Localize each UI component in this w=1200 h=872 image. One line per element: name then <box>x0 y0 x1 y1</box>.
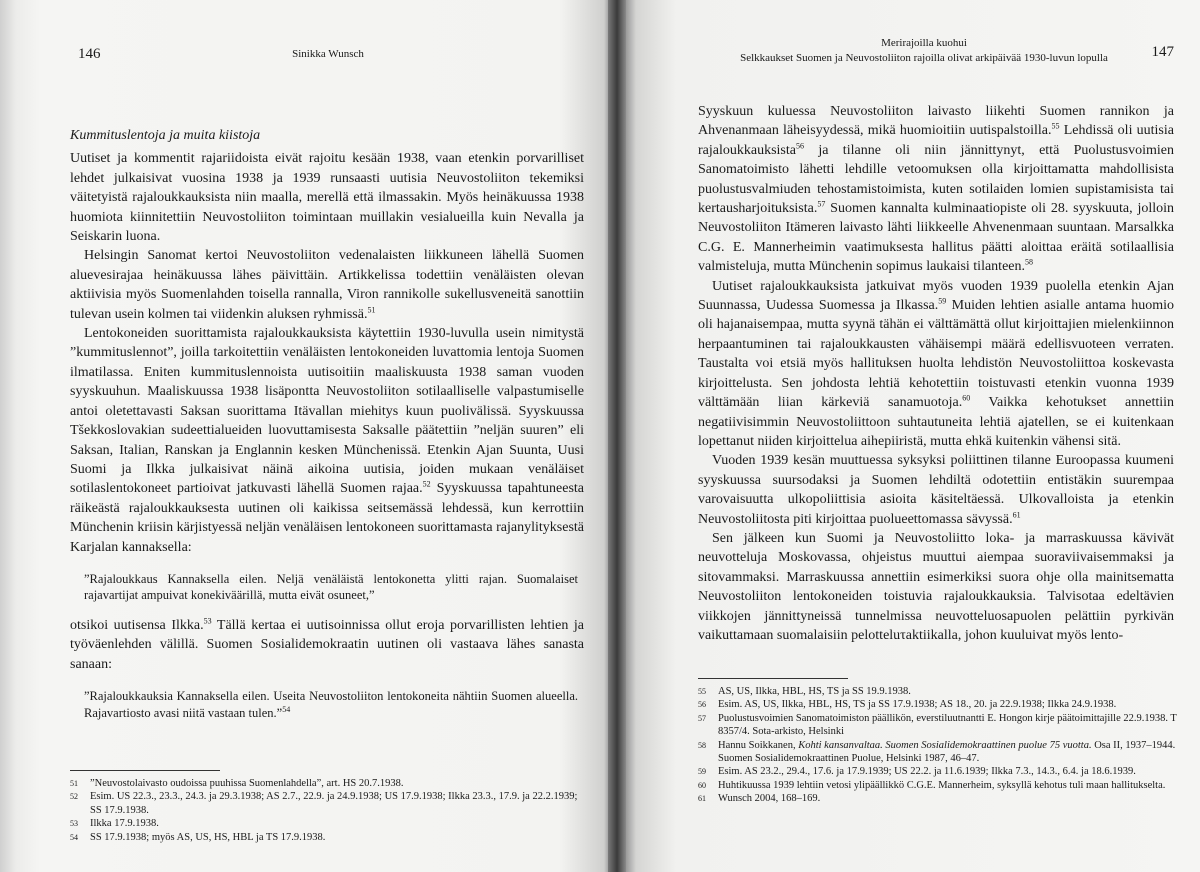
footnote-ref-58[interactable]: 58 <box>1025 257 1033 267</box>
paragraph-8: Sen jälkeen kun Suomi ja Neuvostoliitto loka- ja marraskuussa kävivät neuvotteluja Moskovassa, ohjeistus muuttui aiempaa suoraviivaisemmaksi ja sitovammaksi. Marraskuussa annettiin esimerkiksi suora ohje olla mainitsematta Neuvostoliiton lentokoneiden toistuvia rajaloukkauksia. Talvisotaa edeltävien viikkojen jännittyneissä tunnelmissa neuvotteluosapuolen pelättiin pyrkivän vaikuttamaan suomalaisiin pelotteluτaktiikalla, johon kuuluivat myös lento- <box>698 530 1174 643</box>
paragraph-6: Uutiset rajaloukkauksista jatkuivat myös vuoden 1939 puolella etenkin Ajan Suunnassa, Uudessa Suomessa ja Ilkassa.$^{59}$ Muiden lehtien asialle antama huomio oli hajanaisempaa, mutta syynä tähän ei välttämättä ollut kirjoittajien mielenkiinnon herpaantuminen tai rajaloukkausten vähäisempi määrä edellisvuoteen verraten. Taustalta voi etsiä myös hallituksen huolta lehdistön Neuvostoliittoa koskevasta kirjoittelusta. Sen johdosta lehtiä kehotettiin toistuvasti etenkin vuonna 1939 välttämään liian kärkeviä sanamuotoja.$^{60}$ Vaikka kehotukset annettiin negatiivisimmin Neuvostoliittoon suhtautuneita lehtiä ajatellen, se ei kuitenkaan lopettanut niiden kirjoittelua aihepiiristä, mutta ehkä kuitenkin vähensi sitä. <box>698 278 1175 449</box>
running-head-left: Sinikka Wunsch <box>292 48 364 60</box>
paragraph-1: Uutiset ja kommentit rajariidoista eivät rajoitu kesään 1938, vaan etenkin porvarilliset lehdet julkaisivat vuosina 1938 ja 1939 runsaasti uutisia Neuvostoliiton tekemiksi väitetyistä rajaloukkauksista niin maalla, merellä että ilmassakin. Myös heinäkuussa 1938 huomiota kiinnitettiin Neuvostoliiton toimintaan muillakin vesialueilla kuin Nevalla ja Seiskarin luona. <box>70 151 584 245</box>
footnote-ref-61[interactable]: 61 <box>1012 509 1021 519</box>
left-page-header <box>70 44 586 78</box>
footnote-60: 60 Huhtikuussa 1939 lehtiin vetosi ylipäällikkö C.G.E. Mannerheim, syksyllä kehotus tuli maan hallitukselta. <box>698 779 1166 791</box>
page-number-right: 147 <box>1151 44 1174 60</box>
footnote-53: 53 Ilkka 17.9.1938. <box>70 818 159 830</box>
footnote-ref-52[interactable]: 52 <box>422 479 431 489</box>
book-gutter <box>608 0 626 872</box>
page-number-left: 146 <box>78 46 101 62</box>
right-page-body <box>698 102 1174 645</box>
footnote-ref-51[interactable]: 51 <box>367 305 376 314</box>
footnote-59: 59 Esim. AS 23.2., 29.4., 17.6. ja 17.9.1939; US 22.2. ja 11.6.1939; Ilkka 7.3., 14.3., 6.4. ja 18.6.1939. <box>698 766 1136 778</box>
paragraph-5: Syyskuun kuluessa Neuvostoliiton laivasto liikehti Suomen rannikon ja Ahvenanmaan läheisyydessä, mikä huomioitiin uutispalstoilla.$^{55}$ Lehdissä oli uutisia rajaloukkauksista$^{56}$ ja tilanne oli niin jännittynyt, että Puolustusvoimien Sanomatoimisto lähetti lehdille vetoomuksen olla kirjoittamatta mahdollisista puolustusvalmiuden tehostamistoimista, kuten sotilaiden lomien supistamisista tai kertausharjoituksista.$^{57}$ Suomen kannalta kulminaatiopiste oli 28. syyskuuta, jolloin Neuvostoliiton Itämeren laivasto lähti liikkeelle Ahvenenmaan suuntaan. Marsalkka C.G. E. Mannerheimin vaatimuksesta hallitus päätti aloittaa eräitä sotilaallisia valmisteluja, mutta Münchenin sopimus laukaisi tilanteen.$^{58}$ <box>698 104 1174 275</box>
footnote-52: 52 Esim. US 22.3., 23.3., 24.3. ja 29.3.1938; AS 2.7., 22.9. ja 24.9.1938; US 17.9.1938; Ilkka 23.3., 17.9. ja 22.2.1939; SS 17.9.1938. <box>70 791 578 816</box>
footnote-51: 51 ”Neuvostolaivasto oudoissa puuhissa Suomenlahdella”, art. HS 20.7.1938. <box>70 778 404 789</box>
running-head-right <box>698 36 1150 66</box>
footnote-54: 54 SS 17.9.1938; myös AS, US, HS, HBL ja TS 17.9.1938. <box>70 831 326 843</box>
footnote-ref-57[interactable]: 57 <box>817 199 826 209</box>
left-page-body <box>70 126 584 721</box>
paragraph-2: Helsingin Sanomat kertoi Neuvostoliiton vedenalaisten liikkuneen lähellä Suomen aluevesirajaa heinäkuussa lähes päivittäin. Artikkelissa todettiin venäläisten olevan aktiivisia myös Suomenlahden toisella rannalla, Viron rannikolle sukellusveneitä sanottiin tulevan usein kolmen tai viidenkin aluksen ryhmissä.$^{51}$ <box>70 248 584 322</box>
section-title: Kummituslentoja ja muita kiistoja <box>70 128 261 143</box>
left-footnotes <box>70 770 590 844</box>
footnote-56: 56 Esim. AS, US, Ilkka, HBL, HS, TS ja SS 17.9.1938; AS 18., 20. ja 22.9.1938; Ilkka 24.9.1938. <box>698 699 1117 711</box>
block-quote-1: ”Rajaloukkaus Kannaksella eilen. Neljä venäläistä lentokonetta ylitti rajan. Suomalaiset rajavartijat ampuivat konekiväärillä, mutta eivät osuneet,” <box>84 571 578 603</box>
footnote-ref-55[interactable]: 55 <box>1051 121 1060 131</box>
running-head-chapter: Merirajoilla kuohui <box>881 37 967 49</box>
paragraph-7: Vuoden 1939 kesän muuttuessa syksyksi poliittinen tilanne Euroopassa kuumeni syyskuussa suursodaksi ja Suomen lehdiltä odotettiin entistäkin suurempaa varovaisuutta ulkopoliittisia asioita käsiteltäessä. Ulkovalloista ja etenkin Neuvostoliitosta piti kirjoittaa puolueettomassa sävyssä.$^{61}$ <box>698 453 1174 527</box>
footnote-ref-54[interactable]: 54 <box>282 704 291 714</box>
footnote-ref-53[interactable]: 53 <box>203 616 212 626</box>
right-footnotes <box>698 678 1178 806</box>
right-page-header <box>698 36 1180 70</box>
block-quote-2: ”Rajaloukkauksia Kannaksella eilen. Useita Neuvostoliiton lentokoneita nähtiin Suomen alueella. Rajavartiosto avasi niitä vastaan tulen.”$^{54}$ <box>84 689 578 720</box>
footnote-57: 57 Puolustusvoimien Sanomatoimiston päällikön, everstiluutnantti E. Hongon kirje päätoimittajille 22.9.1938. T 8357/4. Sota-arkisto, Helsinki <box>698 712 1177 738</box>
footnote-rule-right <box>698 678 848 679</box>
footnote-61: 61 Wunsch 2004, 168–169. <box>698 793 821 805</box>
footnote-ref-59[interactable]: 59 <box>938 296 947 306</box>
footnote-rule <box>70 770 220 771</box>
footnote-ref-56[interactable]: 56 <box>795 141 804 151</box>
running-head-section: Selkkaukset Suomen ja Neuvostoliiton rajoilla olivat arkipäivää 1930-luvun lopulla <box>740 52 1108 64</box>
footnote-ref-60[interactable]: 60 <box>962 393 971 403</box>
footnote-55: 55 AS, US, Ilkka, HBL, HS, TS ja SS 19.9.1938. <box>698 686 911 697</box>
paragraph-3: Lentokoneiden suorittamista rajaloukkauksista käytettiin 1930-luvulla usein nimitystä ”kummituslennot”, joilla tarkoitettiin venäläisten lentokoneiden luvattomia lentoja Suomen ilmatilassa. Eniten kummituslennoista uutisoitiin maaliskuusta 1938 saman vuoden syyskuuhun. Maaliskuussa 1938 lisäpontta Neuvostoliiton sotilaalliselle valpastumiselle antoi oletettavasti Saksan suorittama Itävallan miehitys kuun puolivälissä. Syyskuussa Tšekkoslovakian sudeettialueiden luovuttamisesta Saksalle päätettiin ”neljän suuren” eli Saksan, Italian, Ranskan ja Englannin kesken Münchenissä. Etenkin Ajan Suunta, Uusi Suomi ja Ilkka julkaisivat näinä aikoina uutisia, joiden mukaan venäläiset sotilaslentokoneet partioivat jatkuvasti lähellä Suomen rajaa.$^{52}$ Syyskuussa tapahtuneesta räikeästä rajaloukkauksesta uutinen oli kaikissa seitsemässä lehdessä, kun kerrottiin Münchenin kriisin kärjistyessä neljän venäläisen lentokoneen suorittamasta rajanylityksestä Karjalan kannaksella: <box>70 326 585 555</box>
footnote-58: 58 Hannu Soikkanen, Kohti kansanvaltaa. Suomen Sosialidemokraattinen puolue 75 vuotta. Osa II, 1937–1944. Suomen Sosialidemokraattinen Puolue, Helsinki 1987, 46–47. <box>698 739 1176 765</box>
paragraph-4: otsikoi uutisensa Ilkka.$^{53}$ Tällä kertaa ei uutisoinnissa ollut eroja porvarillisten lehtien ja työväenlehden välillä. Suomen Sosialidemokraatin uutinen oli vastaava lähes sanasta sanaan: <box>70 616 584 672</box>
